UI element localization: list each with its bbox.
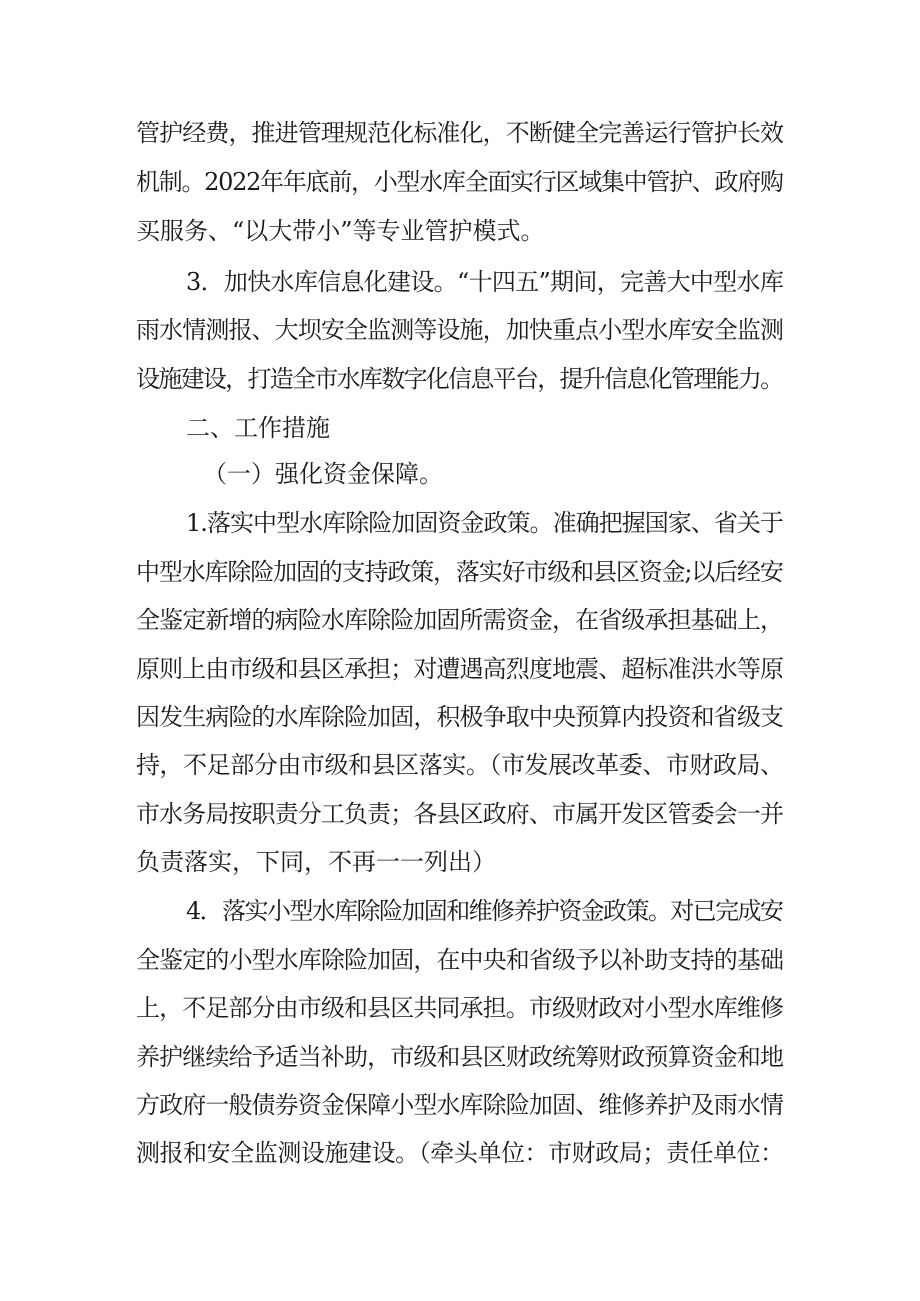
text-line-2-text: 机制。2022年年底前，小型水库全面实行区域集中管护、政府购 [136,168,783,196]
text-line-18-text: 全鉴定的小型水库除险加固，在中央和省级予以补助支持的基础 [136,946,784,974]
text-line-11 [136,600,920,640]
text-line-21 [136,1085,920,1125]
section-heading-text: 二、工作措施 [186,414,330,442]
text-line-3-text: 买服务、“以大带小”等专业管护模式。 [136,217,545,245]
text-line-19 [136,988,920,1028]
text-line-9 [186,503,920,543]
text-line-18 [136,940,920,980]
text-line-14 [136,745,920,785]
text-line-10-text: 中型水库除险加固的支持政策，落实好市级和县区资金;以后经安 [136,558,783,586]
text-line-4-text: 3．加快水库信息化建设。“十四五”期间，完善大中型水库 [186,268,784,296]
text-line-15-text: 市水务局按职责分工负责；各县区政府、市属开发区管委会一并 [136,800,784,828]
text-line-17-text: 4．落实小型水库除险加固和维修养护资金政策。对已完成安 [186,897,783,925]
text-line-16 [136,842,920,882]
subsection-heading-text: （一）强化资金保障。 [203,460,443,488]
text-line-22-text: 测报和安全监测设施建设。（牵头单位：市财政局；责任单位： [136,1139,784,1167]
text-line-20 [136,1037,920,1077]
text-line-5-text: 雨水情测报、大坝安全监测等设施，加快重点小型水库安全监测 [136,316,784,344]
subsection-heading [203,454,920,494]
text-line-9-text: 1.落实中型水库除险加固资金政策。准确把握国家、省关于 [186,509,783,537]
text-line-1-text: 管护经费，推进管理规范化标准化，不断健全完善运行管护长效 [136,119,784,147]
text-line-14-text: 持，不足部分由市级和县区落实。（市发展改革委、市财政局、 [136,751,784,779]
text-line-13 [136,697,920,737]
text-line-11-text: 全鉴定新增的病险水库除险加固所需资金，在省级承担基础上， [136,606,784,634]
text-line-19-text: 上，不足部分由市级和县区共同承担。市级财政对小型水库维修 [136,994,784,1022]
text-line-2 [136,162,920,202]
text-line-21-text: 方政府一般债券资金保障小型水库除险加固、维修养护及雨水情 [136,1091,784,1119]
text-line-12 [136,649,920,689]
text-line-5 [136,310,920,350]
text-line-4 [186,262,920,302]
text-line-6-text: 设施建设，打造全市水库数字化信息平台，提升信息化管理能力。 [136,365,783,393]
text-line-15 [136,794,920,834]
section-heading [186,408,920,448]
text-line-17 [186,891,920,931]
text-line-22 [136,1133,920,1173]
text-line-16-text: 负责落实，下同，不再一一列出） [136,848,496,876]
text-line-1 [136,113,920,153]
text-line-6 [136,359,920,399]
text-line-12-text: 原则上由市级和县区承担；对遭遇高烈度地震、超标准洪水等原 [136,655,784,683]
text-line-13-text: 因发生病险的水库除险加固，积极争取中央预算内投资和省级支 [136,703,784,731]
text-line-20-text: 养护继续给予适当补助，市级和县区财政统筹财政预算资金和地 [136,1043,784,1071]
text-line-3 [136,211,920,251]
text-line-10 [136,552,920,592]
